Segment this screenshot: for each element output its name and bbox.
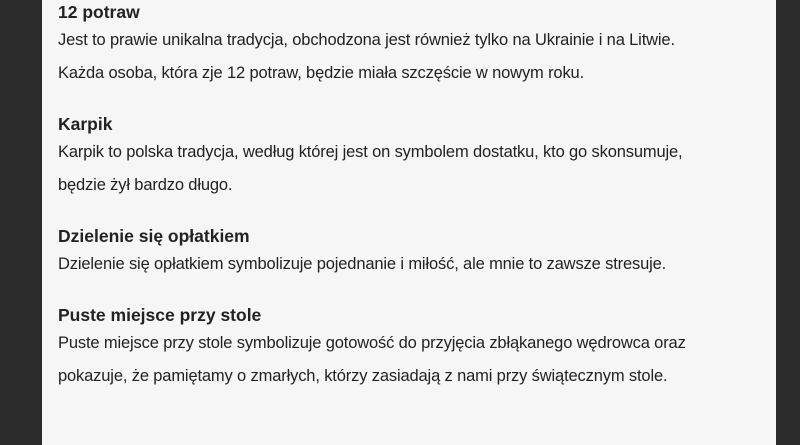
section-oplatek bbox=[58, 223, 768, 281]
document-content bbox=[58, 0, 768, 414]
section-puste-miejsce bbox=[58, 302, 768, 393]
section-karpik bbox=[58, 111, 768, 202]
section-12-potraw bbox=[58, 0, 768, 90]
section-heading: Karpik bbox=[58, 114, 113, 134]
section-heading: 12 potraw bbox=[58, 2, 140, 22]
section-text-line: Każda osoba, która zje 12 potraw, będzie miała szczęście w nowym roku. bbox=[58, 64, 585, 82]
section-text-line: Jest to prawie unikalna tradycja, obchodzona jest również tylko na Ukrainie i na Litwie. bbox=[58, 31, 675, 49]
section-text-line: pokazuje, że pamiętamy o zmarłych, którzy zasiadają z nami przy świątecznym stole. bbox=[58, 367, 668, 385]
document-page bbox=[42, 0, 776, 445]
section-text-line: Karpik to polska tradycja, według której jest on symbolem dostatku, kto go skonsumuje, bbox=[58, 143, 683, 161]
section-heading: Puste miejsce przy stole bbox=[58, 305, 262, 325]
section-heading: Dzielenie się opłatkiem bbox=[58, 226, 250, 246]
section-text-line: będzie żył bardzo długo. bbox=[58, 176, 233, 194]
section-text-line: Dzielenie się opłatkiem symbolizuje pojednanie i miłość, ale mnie to zawsze stresuje. bbox=[58, 255, 667, 273]
section-text-line: Puste miejsce przy stole symbolizuje gotowość do przyjęcia zbłąkanego wędrowca oraz bbox=[58, 334, 686, 352]
